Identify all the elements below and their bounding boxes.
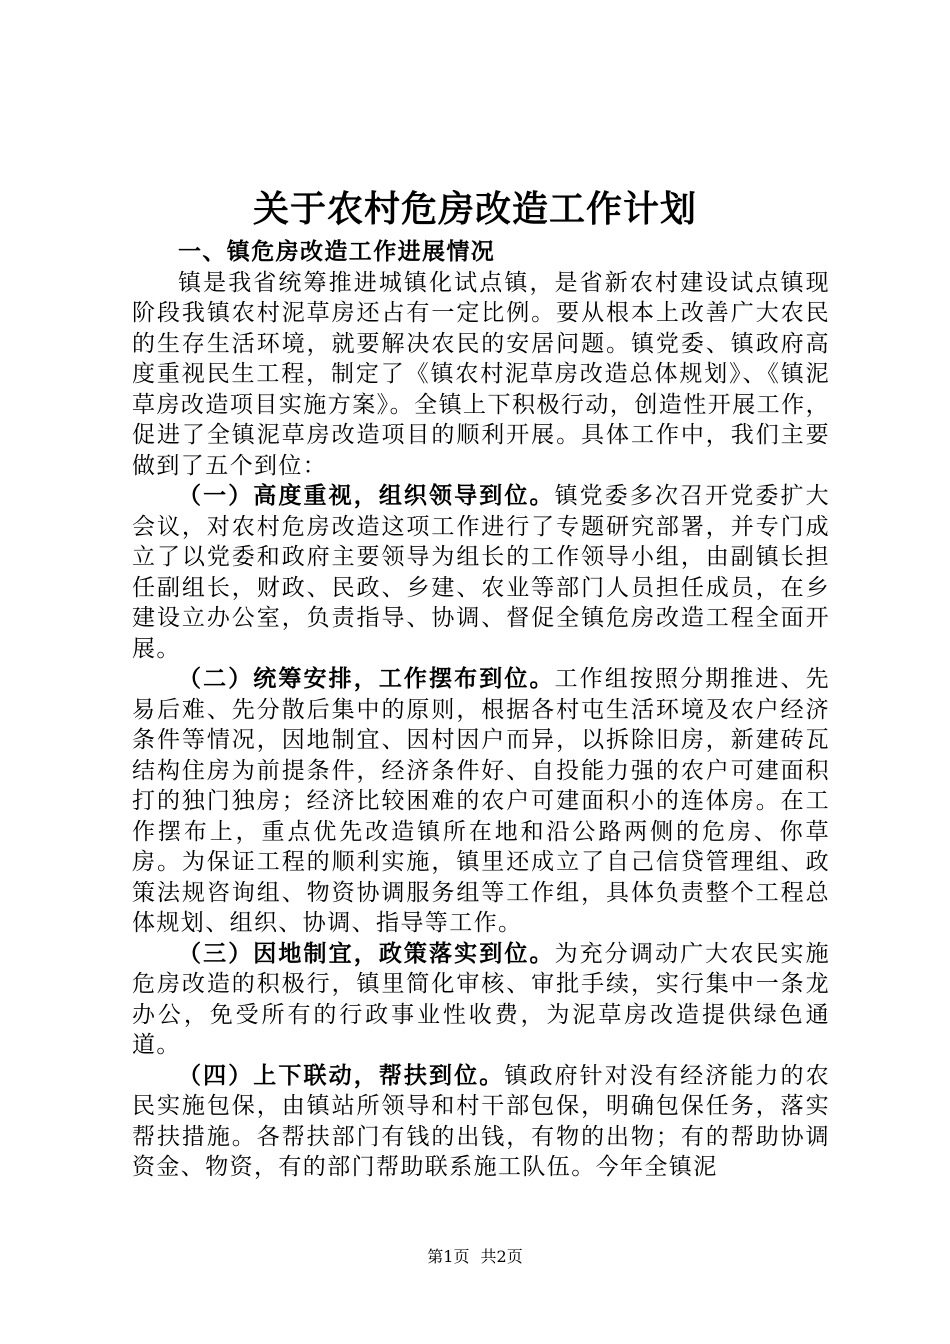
item-lead-3: （三）因地制宜，政策落实到位。 <box>178 940 555 967</box>
item-paragraph-4 <box>132 1061 830 1183</box>
item-lead-4: （四）上下联动，帮扶到位。 <box>178 1062 505 1089</box>
item-lead-1: （一）高度重视，组织领导到位。 <box>178 483 555 509</box>
page-footer <box>0 1244 950 1267</box>
item-lead-2: （二）统筹安排，工作摆布到位。 <box>178 666 555 692</box>
item-text-2: 工作组按照分期推进、先易后难、先分散后集中的原则，根据各村屯生活环境及农户经济条件等情况，因地制宜、因村因户而异，以拆除旧房，新建砖瓦结构住房为前提条件，经济条件好、自投能力强的农户可建面积打的独门独房；经济比较困难的农户可建面积小的连体房。在工作摆布上，重点优先改造镇所在地和沿公路两侧的危房、你草房。为保证工程的顺利实施，镇里还成立了自己信贷管理组、政策法规咨询组、物资协调服务组等工作组，具体负责整个工程总体规划、组织、协调、指导等工作。 <box>132 666 831 936</box>
document-body <box>132 237 830 1183</box>
section-heading: 一、镇危房改造工作进展情况 <box>178 239 496 265</box>
item-paragraph-3 <box>132 939 830 1061</box>
page-total: 共2页 <box>480 1247 523 1266</box>
item-paragraph-2 <box>132 664 830 939</box>
item-text-3: 为充分调动广大农民实施危房改造的积极行，镇里简化审核、审批手续，实行集中一条龙办公，免受所有的行政事业性收费，为泥草房改造提供绿色通道。 <box>132 940 831 1058</box>
item-text-1: 镇党委多次召开党委扩大会议，对农村危房改造这项工作进行了专题研究部署，并专门成立了以党委和政府主要领导为组长的工作领导小组，由副镇长担任副组长，财政、民政、乡建、农业等部门人员担任成员，在乡建设立办公室，负责指导、协调、督促全镇危房改造工程全面开展。 <box>132 483 831 662</box>
intro-paragraph: 镇是我省统筹推进城镇化试点镇，是省新农村建设试点镇现阶段我镇农村泥草房还占有一定比例。要从根本上改善广大农民的生存生活环境，就要解决农民的安居问题。镇党委、镇政府高度重视民生工程，制定了《镇农村泥草房改造总体规划》、《镇泥草房改造项目实施方案》。全镇上下积极行动，创造性开展工作，促进了全镇泥草房改造项目的顺利开展。具体工作中，我们主要做到了五个到位： <box>132 269 830 479</box>
page-current: 第1页 <box>427 1247 470 1266</box>
document-title: 关于农村危房改造工作计划 <box>252 188 697 230</box>
item-paragraph-1 <box>132 481 830 664</box>
item-text-4: 镇政府针对没有经济能力的农民实施包保，由镇站所领导和村干部包保，明确包保任务，落实帮扶措施。各帮扶部门有钱的出钱，有物的出物；有的帮助协调资金、物资，有的部门帮助联系施工队伍。今年全镇泥 <box>132 1062 831 1180</box>
